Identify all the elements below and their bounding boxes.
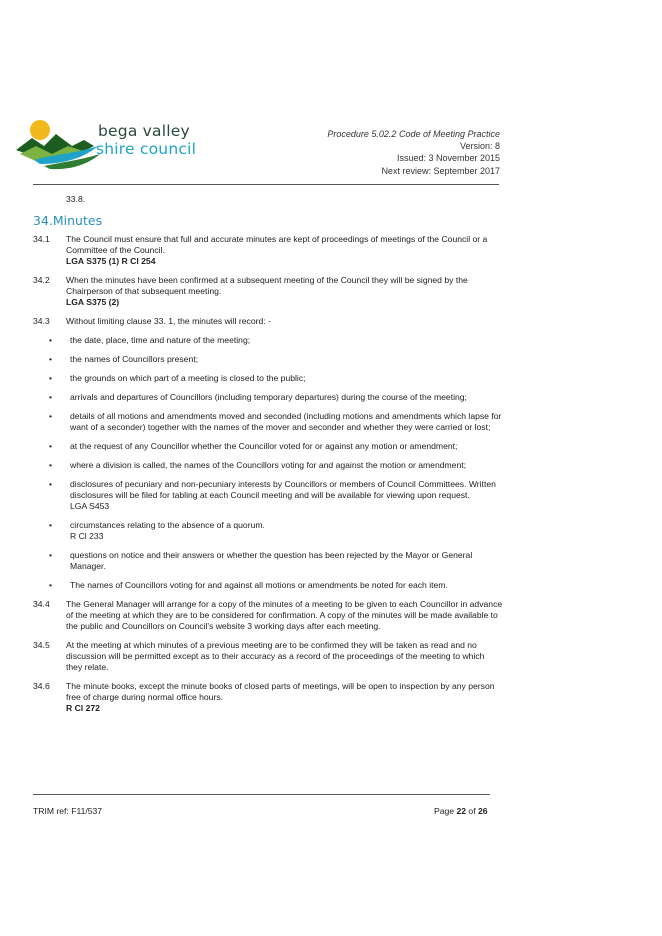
clause-number: 34.1: [33, 234, 50, 244]
page-number: Page 22 of 26: [434, 806, 488, 816]
document-title: Procedure 5.02.2 Code of Meeting Practice: [327, 129, 500, 139]
list-item-reference: R Cl 233: [70, 531, 104, 541]
clause-34-4: [33, 599, 503, 632]
clause-number: 34.4: [33, 599, 50, 609]
document-header-info: [327, 128, 500, 177]
council-logo-icon: [14, 116, 104, 176]
list-item: • at the request of any Councillor whether the Councillor voted for or against any motion or amendment;: [49, 441, 503, 452]
logo-text-line1: bega valley: [98, 122, 190, 140]
page-content: [33, 194, 503, 722]
list-item-reference: LGA S453: [70, 501, 110, 511]
clause-reference: LGA S375 (2): [66, 297, 120, 307]
minutes-record-list: [33, 335, 503, 591]
clause-34-2: [33, 275, 503, 308]
document-issued: Issued: 3 November 2015: [396, 153, 500, 164]
clause-text: The minute books, except the minute books of closed parts of meetings, will be open to inspection by any person free of charge during normal office hours.: [66, 681, 495, 702]
list-item: • questions on notice and their answers or whether the question has been rejected by the Mayor or General Manager.: [49, 550, 503, 572]
clause-34-1: [33, 234, 503, 267]
list-item: • The names of Councillors voting for and against all motions or amendments be noted for each item.: [49, 580, 503, 591]
section-heading: 34.Minutes: [33, 213, 103, 228]
header-divider: [33, 184, 499, 185]
clause-34-3: [33, 316, 503, 327]
clause-number: 34.5: [33, 640, 50, 650]
list-item: • the names of Councillors present;: [49, 354, 503, 365]
list-item: • disclosures of pecuniary and non-pecuniary interests by Councillors or members of Council Committees. Written disclosures will be filed for tabling at each Council meeting and will be available for viewing upon request. LGA S453: [49, 479, 503, 512]
clause-text: When the minutes have been confirmed at a subsequent meeting of the Council they will be signed by the Chairperson of that subsequent meeting.: [66, 275, 468, 296]
clause-text: The General Manager will arrange for a copy of the minutes of a meeting to be given to each Councillor in advance of the meeting at which they are to be considered for confirmation. A copy of the minutes will be made available to the public and Councillors on Council's website 3 working days after each meeting.: [66, 599, 503, 631]
clause-34-5: [33, 640, 503, 673]
clause-number: 34.2: [33, 275, 50, 285]
footer-divider: [33, 794, 490, 795]
clause-34-6: [33, 681, 503, 714]
clause-text: The Council must ensure that full and accurate minutes are kept of proceedings of meetings of the Council or a Committee of the Council.: [66, 234, 488, 255]
clause-reference: R Cl 272: [66, 703, 100, 713]
list-item: • the grounds on which part of a meeting is closed to the public;: [49, 373, 503, 384]
document-version: Version: 8: [459, 141, 500, 152]
document-next-review: Next review: September 2017: [381, 165, 500, 176]
list-item: • where a division is called, the names of the Councillors voting for and against the motion or amendment;: [49, 460, 503, 471]
list-item: • arrivals and departures of Councillors (including temporary departures) during the course of the meeting;: [49, 392, 503, 403]
list-item: • circumstances relating to the absence of a quorum. R Cl 233: [49, 520, 503, 542]
clause-text: Without limiting clause 33. 1, the minutes will record: -: [66, 316, 271, 326]
trim-reference: TRIM ref: F11/537: [33, 806, 103, 816]
list-item: • the date, place, time and nature of the meeting;: [49, 335, 503, 346]
list-item: • details of all motions and amendments moved and seconded (including motions and amendments which lapse for want of a seconder) together with the names of the mover and seconder and whether they were carried or lost;: [49, 411, 503, 433]
clause-text: At the meeting at which minutes of a previous meeting are to be confirmed they will be taken as read and no discussion will be permitted except as to their accuracy as a record of the proceedings of the meeting to which they relate.: [66, 640, 485, 672]
clause-number: 34.3: [33, 316, 50, 326]
continued-reference: 33.8.: [66, 194, 86, 204]
clause-number: 34.6: [33, 681, 50, 691]
council-logo: [14, 116, 204, 176]
clause-reference: LGA S375 (1) R Cl 254: [66, 256, 156, 266]
logo-text-line2: shire council: [96, 140, 197, 158]
